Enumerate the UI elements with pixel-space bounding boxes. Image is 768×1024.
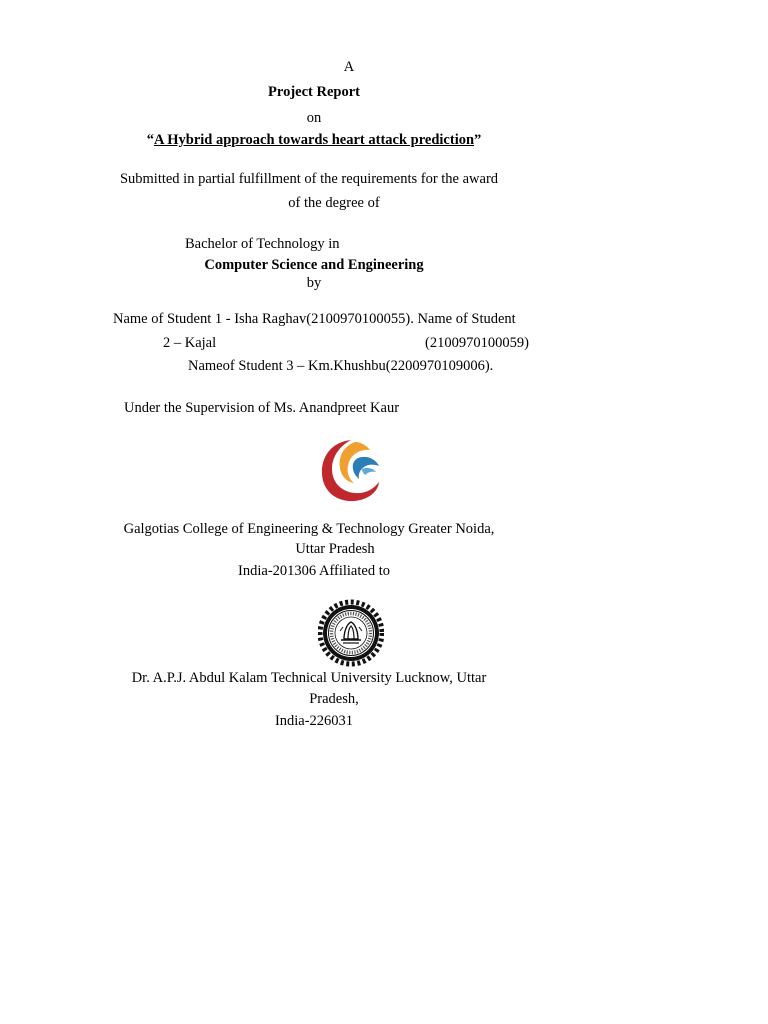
degree-text: Bachelor of Technology in: [185, 236, 340, 252]
on-text: on: [306, 110, 322, 126]
title-text: A Hybrid approach towards heart attack prediction: [153, 132, 475, 148]
galgotias-logo-icon: [318, 436, 384, 504]
college-line-3: India-201306 Affiliated to: [238, 563, 390, 579]
students-line-3: Nameof Student 3 – Km.Khushbu(2200970109006).: [188, 358, 494, 374]
university-line-3: India-226031: [274, 713, 354, 729]
students-line-1: Name of Student 1 - Isha Raghav(2100970100055). Name of Student: [113, 311, 516, 327]
project-report-heading: Project Report: [268, 84, 360, 100]
aktu-seal-icon: [318, 598, 384, 668]
title-quote-open: “: [146, 132, 154, 148]
students-line-2-roll: (2100970100059): [425, 335, 529, 351]
students-line-2-name: 2 – Kajal: [163, 335, 217, 351]
college-line-1: Galgotias College of Engineering & Technology Greater Noida,: [123, 521, 495, 537]
university-line-2: Pradesh,: [309, 691, 359, 707]
title-quote-close: ”: [474, 132, 482, 148]
report-title: [147, 131, 482, 149]
submitted-line-2: of the degree of: [288, 195, 380, 211]
university-line-1: Dr. A.P.J. Abdul Kalam Technical University Lucknow, Uttar: [131, 670, 487, 686]
college-line-2: Uttar Pradesh: [295, 541, 375, 557]
line-a: A: [343, 59, 355, 75]
by-text: by: [306, 275, 322, 291]
supervision-text: Under the Supervision of Ms. Anandpreet Kaur: [124, 400, 400, 416]
branch-text: Computer Science and Engineering: [204, 257, 424, 273]
submitted-line-1: Submitted in partial fulfillment of the requirements for the award: [119, 171, 499, 187]
